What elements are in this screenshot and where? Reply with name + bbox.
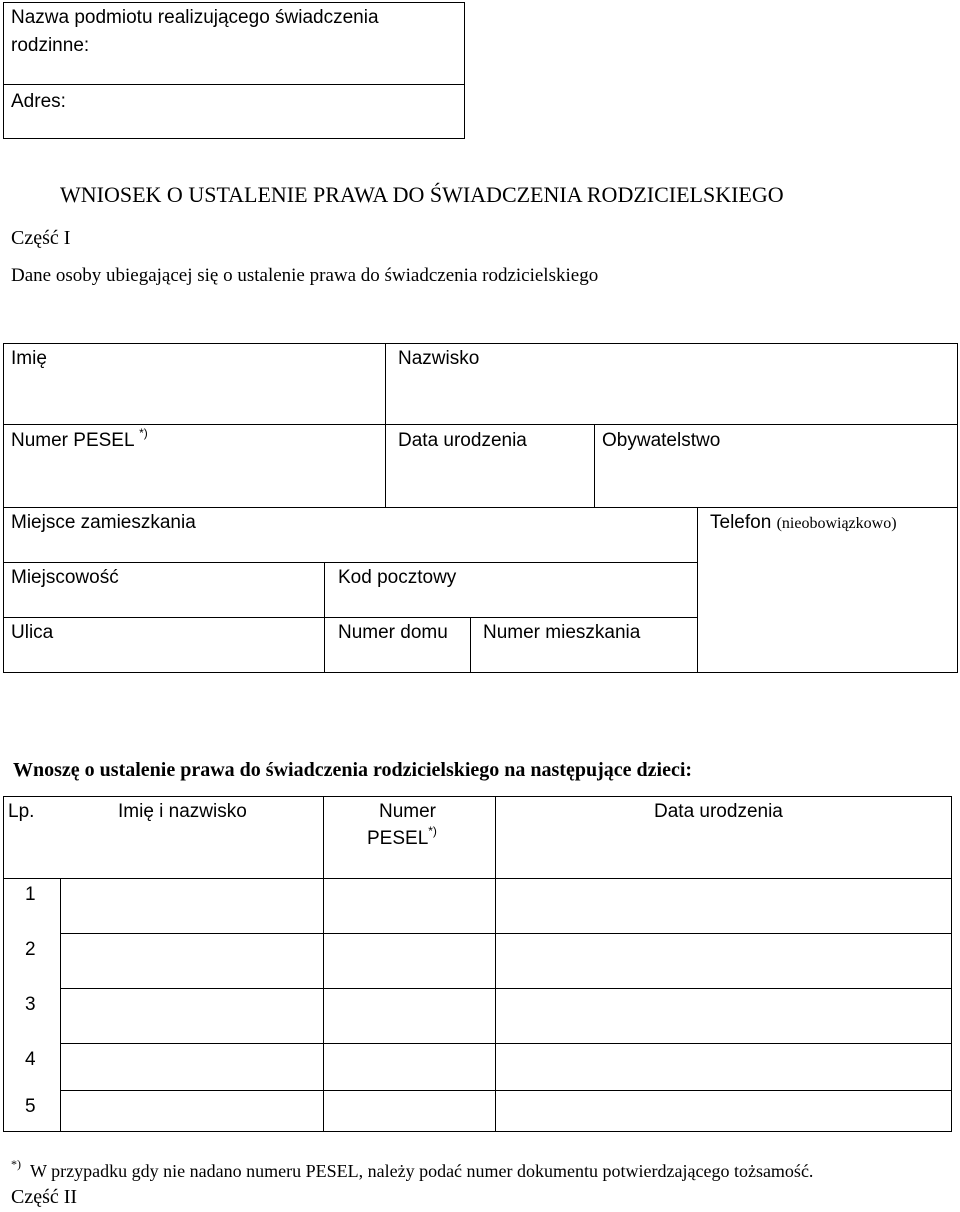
postal-code-field[interactable]: Kod pocztowy (338, 567, 457, 588)
applicant-row-line (3, 507, 958, 508)
first-name-field[interactable]: Imię (11, 348, 47, 369)
part1-subheading: Dane osoby ubiegającej się o ustalenie prawa do świadczenia rodzicielskiego (11, 265, 599, 286)
children-table (3, 796, 952, 1132)
child-row-number: 4 (25, 1049, 36, 1070)
pesel-footnote-mark: *) (139, 425, 148, 440)
child-row-number: 2 (25, 939, 36, 960)
applicant-col-line (470, 617, 471, 673)
children-header-lp: Lp. (8, 801, 35, 822)
applicant-row-line (3, 424, 958, 425)
children-header-pesel (367, 823, 437, 849)
children-row-line (60, 1090, 952, 1091)
footnote-mark: *) (11, 1157, 21, 1171)
children-header-birth-date: Data urodzenia (654, 801, 783, 822)
pesel-label: Numer PESEL (11, 430, 134, 451)
applicant-row-line (3, 617, 697, 618)
street-field[interactable]: Ulica (11, 622, 54, 643)
children-header-pesel-line1: Numer (379, 801, 437, 822)
phone-field[interactable] (710, 513, 897, 532)
phone-optional-note: (nieobowiązkowo) (776, 515, 897, 532)
children-col-line (60, 878, 61, 1132)
applicant-row-line (3, 562, 697, 563)
children-header-name: Imię i nazwisko (118, 801, 247, 822)
applicant-table (3, 343, 958, 673)
entity-box-divider (3, 84, 465, 85)
children-col-line (495, 796, 496, 1132)
children-row-line (60, 988, 952, 989)
children-pesel-footnote-mark: *) (428, 823, 437, 838)
phone-label: Telefon (710, 512, 772, 533)
applicant-col-line (594, 424, 595, 507)
pesel-field[interactable] (11, 425, 148, 451)
residence-label: Miejsce zamieszkania (11, 512, 196, 533)
house-number-field[interactable]: Numer domu (338, 622, 448, 643)
children-row-line (3, 878, 952, 879)
birth-date-field[interactable]: Data urodzenia (398, 430, 527, 451)
flat-number-field[interactable]: Numer mieszkania (483, 622, 641, 643)
applicant-col-line (385, 343, 386, 507)
children-row-line (60, 1043, 952, 1044)
applicant-col-line (324, 562, 325, 673)
child-row-number: 5 (25, 1096, 36, 1117)
part2-heading: Część II (11, 1186, 78, 1208)
footnote-text: W przypadku gdy nie nadano numeru PESEL, należy podać numer dokumentu potwierdzającego tożsamość. (30, 1161, 814, 1181)
citizenship-field[interactable]: Obywatelstwo (602, 430, 721, 451)
locality-field[interactable]: Miejscowość (11, 567, 119, 588)
children-request-heading: Wnoszę o ustalenie prawa do świadczenia rodzicielskiego na następujące dzieci: (13, 759, 693, 781)
entity-label-line1: Nazwa podmiotu realizującego świadczenia (11, 7, 379, 28)
part1-heading: Część I (11, 227, 71, 249)
footnote (11, 1157, 814, 1181)
child-row-number: 1 (25, 884, 36, 905)
children-row-line (60, 933, 952, 934)
children-col-line (323, 796, 324, 1132)
last-name-field[interactable]: Nazwisko (398, 348, 480, 369)
child-row-number: 3 (25, 994, 36, 1015)
applicant-col-line (697, 507, 698, 673)
form-title: WNIOSEK O USTALENIE PRAWA DO ŚWIADCZENIA RODZICIELSKIEGO (60, 182, 784, 207)
children-header-pesel-line2: PESEL (367, 828, 429, 849)
entity-label-line2: rodzinne: (11, 35, 90, 56)
address-label: Adres: (11, 91, 66, 112)
